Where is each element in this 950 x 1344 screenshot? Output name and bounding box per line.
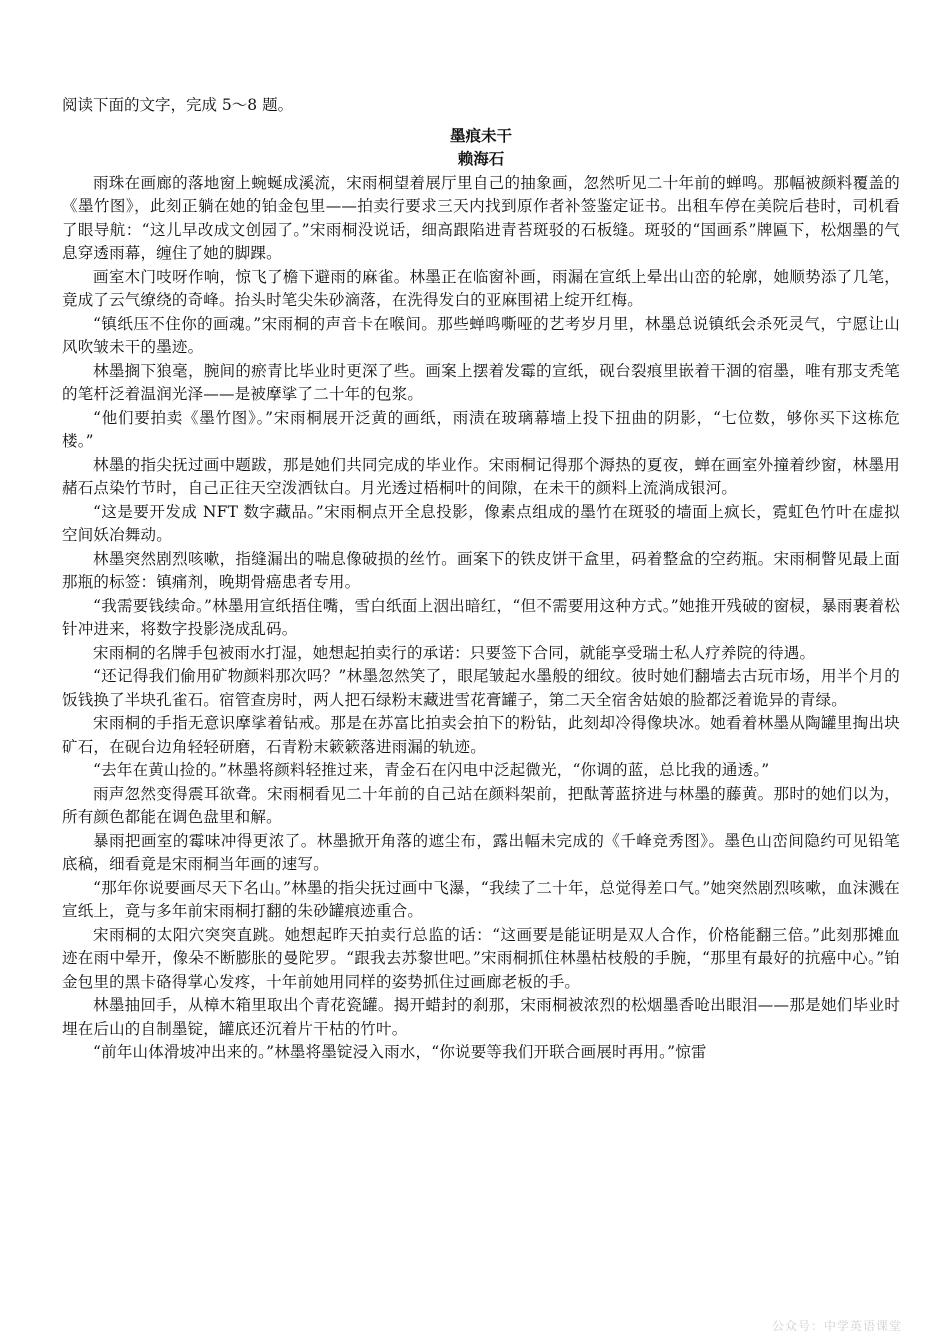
paragraph: “这是要开发成 NFT 数字藏品。”宋雨桐点开全息投影，像素点组成的墨竹在斑驳的墙面上疯长，霓虹色竹叶在虚拟空间妖冶舞动。 xyxy=(62,502,900,544)
paragraph: 雨珠在画廊的落地窗上蜿蜒成溪流，宋雨桐望着展厅里自己的抽象画，忽然听见二十年前的蝉鸣。那幅被颜料覆盖的《墨竹图》，此刻正躺在她的铂金包里——拍卖行要求三天内找到原作者补签鉴定证书。出租车停在美院后巷时，司机看了眼导航：“这儿早改成文创园了。”宋雨桐没说话，细高跟陷进青苔斑驳的石板缝。斑驳的“国画系”牌匾下，松烟墨的气息穿透雨幕，缠住了她的脚踝。 xyxy=(62,173,900,262)
paragraph: “去年在黄山捡的。”林墨将颜料轻推过来，青金石在闪电中泛起微光，“你调的蓝，总比我的通透。” xyxy=(93,761,770,779)
paragraph: 暴雨把画室的霉味冲得更浓了。林墨掀开角落的遮尘布，露出幅未完成的《千峰竞秀图》。墨色山峦间隐约可见铅笔底稿，细看竟是宋雨桐当年画的速写。 xyxy=(62,831,900,873)
paragraph: “还记得我们偷用矿物颜料那次吗？”林墨忽然笑了，眼尾皱起水墨般的细纹。彼时她们翻墙去古玩市场，用半个月的饭钱换了半块孔雀石。宿管查房时，两人把石绿粉末藏进雪花膏罐子，第二天全宿舍姑娘的脸都泛着诡异的青绿。 xyxy=(62,667,900,709)
paragraph: 林墨抽回手，从樟木箱里取出个青花瓷罐。揭开蜡封的刹那，宋雨桐被浓烈的松烟墨香呛出眼泪——那是她们毕业时埋在后山的自制墨锭，罐底还沉着片干枯的竹叶。 xyxy=(62,996,900,1038)
paragraph: 画室木门吱呀作响，惊飞了檐下避雨的麻雀。林墨正在临窗补画，雨漏在宣纸上晕出山峦的轮廓，她顺势添了几笔，竟成了云气缭绕的奇峰。抬头时笔尖朱砂滴落，在洗得发白的亚麻围裙上绽开红梅。 xyxy=(62,267,900,309)
paragraph: “我需要钱续命。”林墨用宣纸捂住嘴，雪白纸面上洇出暗红，“但不需要用这种方式。”她推开残破的窗棂，暴雨裹着松针冲进来，将数字投影浇成乱码。 xyxy=(62,596,900,638)
paragraph: “他们要拍卖《墨竹图》。”宋雨桐展开泛黄的画纸，雨渍在玻璃幕墙上投下扭曲的阴影，“七位数，够你买下这栋危楼。” xyxy=(62,408,900,450)
paragraph: “镇纸压不住你的画魂。”宋雨桐的声音卡在喉间。那些蝉鸣嘶哑的艺考岁月里，林墨总说镇纸会杀死灵气，宁愿让山风吹皱未干的墨迹。 xyxy=(62,314,900,356)
document-page xyxy=(62,94,900,1065)
watermark: 公众号：中学英语课堂 xyxy=(771,1319,902,1333)
paragraph: 林墨突然剧烈咳嗽，指缝漏出的喘息像破损的丝竹。画案下的铁皮饼干盒里，码着整盒的空药瓶。宋雨桐瞥见最上面那瓶的标签：镇痛剂，晚期骨癌患者专用。 xyxy=(62,549,900,591)
paragraph: 林墨的指尖抚过画中题跋，那是她们共同完成的毕业作。宋雨桐记得那个溽热的夏夜，蝉在画室外撞着纱窗，林墨用赭石点染竹节时，自己正往天空泼洒钛白。月光透过梧桐叶的间隙，在未干的颜料上流淌成银河。 xyxy=(62,455,900,497)
story-author: 赖海石 xyxy=(457,149,505,168)
paragraph: 宋雨桐的太阳穴突突直跳。她想起昨天拍卖行总监的话：“这画要是能证明是双人合作，价格能翻三倍。”此刻那摊血迹在雨中晕开，像朵不断膨胀的曼陀罗。“跟我去苏黎世吧。”宋雨桐抓住林墨枯枝般的手腕，“那里有最好的抗癌中心。”铂金包里的黑卡硌得掌心发疼，十年前她用同样的姿势抓住过画廊老板的手。 xyxy=(62,925,900,991)
paragraph: “那年你说要画尽天下名山。”林墨的指尖抚过画中飞瀑，“我续了二十年，总觉得差口气。”她突然剧烈咳嗽，血沫溅在宣纸上，竟与多年前宋雨桐打翻的朱砂罐痕迹重合。 xyxy=(62,878,900,920)
paragraph: 宋雨桐的名牌手包被雨水打湿，她想起拍卖行的承诺：只要签下合同，就能享受瑞士私人疗养院的待遇。 xyxy=(93,643,816,662)
reading-instruction: 阅读下面的文字，完成 5～8 题。 xyxy=(62,96,294,114)
paragraph: “前年山体滑坡冲出来的。”林墨将墨锭浸入雨水，“你说要等我们开联合画展时再用。”惊雷 xyxy=(93,1043,707,1061)
paragraph: 雨声忽然变得震耳欲聋。宋雨桐看见二十年前的自己站在颜料架前，把酞菁蓝挤进与林墨的藤黄。那时的她们以为，所有颜色都能在调色盘里和解。 xyxy=(62,784,900,826)
story-title: 墨痕未干 xyxy=(449,125,512,145)
paragraph: 宋雨桐的手指无意识摩挲着钻戒。那是在苏富比拍卖会拍下的粉钻，此刻却冷得像块冰。她看着林墨从陶罐里掏出块矿石，在砚台边角轻轻研磨，石青粉末簌簌落进雨漏的轨迹。 xyxy=(62,714,900,756)
paragraph: 林墨搁下狼毫，腕间的瘀青比毕业时更深了些。画案上摆着发霉的宣纸，砚台裂痕里嵌着干涸的宿墨，唯有那支秃笔的笔杆泛着温润光泽——是被摩挲了二十年的包浆。 xyxy=(62,361,900,403)
story-body xyxy=(62,172,900,1065)
